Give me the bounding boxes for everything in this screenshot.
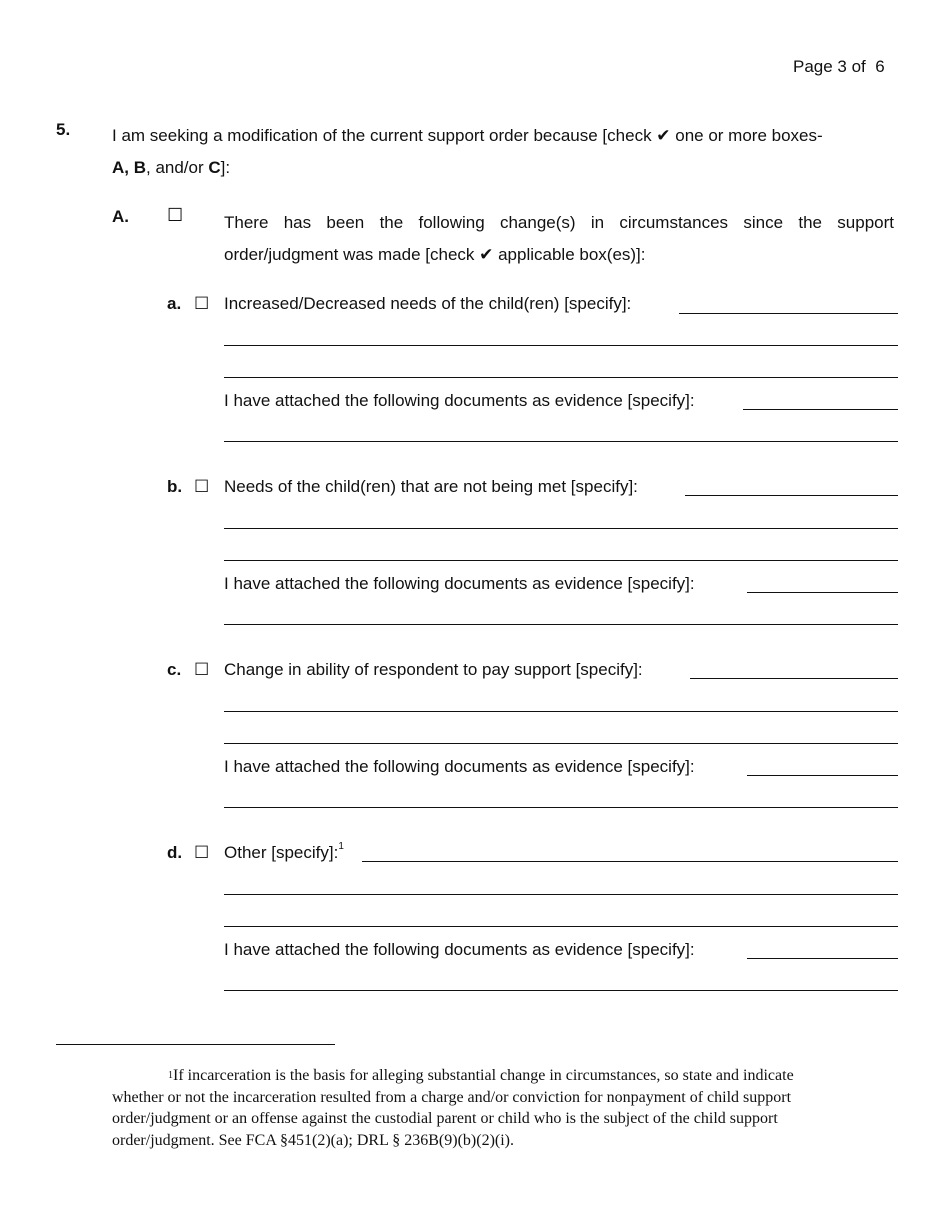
- footnote-text: If incarceration is the basis for alleging substantial change in circumstances, so state and indicate whether or not the incarceration resulted from a charge and/or conviction for nonpayment of child support order/judgment or an offense against the custodial parent or child who is the subject of the child support order/judgment. See FCA §451(2)(a); DRL § 236B(9)(b)(2)(i).: [112, 1067, 794, 1149]
- section-a-label: A.: [112, 207, 129, 226]
- item-b-evidence-line-2[interactable]: [224, 624, 898, 625]
- item-c-evidence-label: I have attached the following documents as evidence [specify]:: [224, 757, 695, 776]
- item-c-prompt: Change in ability of respondent to pay support [specify]:: [224, 660, 643, 679]
- item-c-checkbox[interactable]: ☐: [194, 660, 210, 679]
- intro-end: ]:: [220, 158, 231, 177]
- item-b-checkbox[interactable]: ☐: [194, 477, 210, 496]
- item-a-checkbox[interactable]: ☐: [194, 294, 210, 313]
- item-a-answer-line-3[interactable]: [224, 377, 898, 378]
- item-b-answer-line-1[interactable]: [685, 495, 898, 496]
- item-b-evidence-label: I have attached the following documents as evidence [specify]:: [224, 574, 695, 593]
- item-a-evidence-line-1[interactable]: [743, 409, 898, 410]
- item-a-answer-line-2[interactable]: [224, 345, 898, 346]
- item-a-letter: a.: [167, 294, 182, 313]
- item-d-evidence-line-1[interactable]: [747, 958, 898, 959]
- item-d-evidence-line-2[interactable]: [224, 990, 898, 991]
- item-d-answer-line-2[interactable]: [224, 894, 898, 895]
- item-a-evidence-label: I have attached the following documents as evidence [specify]:: [224, 391, 695, 410]
- item-number: 5.: [56, 120, 71, 139]
- item-b-letter: b.: [167, 477, 183, 496]
- footnote-separator: [56, 1044, 335, 1045]
- footnote-reference[interactable]: 1: [338, 841, 344, 852]
- item-d-answer-line-3[interactable]: [224, 926, 898, 927]
- item-c-evidence-line-1[interactable]: [747, 775, 898, 776]
- footnote: [112, 1065, 837, 1151]
- item-d-answer-line-1[interactable]: [362, 861, 898, 862]
- item-b-evidence-line-1[interactable]: [747, 592, 898, 593]
- item-c-answer-line-1[interactable]: [690, 678, 898, 679]
- item-a-prompt: Increased/Decreased needs of the child(ren) [specify]:: [224, 294, 632, 313]
- item-b-answer-line-3[interactable]: [224, 560, 898, 561]
- item-c-letter: c.: [167, 660, 182, 679]
- item-d-checkbox[interactable]: ☐: [194, 843, 210, 862]
- item-c-answer-line-3[interactable]: [224, 743, 898, 744]
- item-d-prompt-wrap: [224, 843, 344, 863]
- item-5-text: [112, 120, 894, 184]
- item-b-answer-line-2[interactable]: [224, 528, 898, 529]
- item-c-answer-line-2[interactable]: [224, 711, 898, 712]
- item-d-letter: d.: [167, 843, 183, 862]
- item-d-evidence-label: I have attached the following documents as evidence [specify]:: [224, 940, 695, 959]
- intro-bold-c: C: [208, 158, 221, 177]
- item-d-prompt: Other [specify]:: [224, 843, 339, 862]
- page-number: Page 3 of 6: [793, 57, 885, 76]
- section-a-checkbox[interactable]: ☐: [167, 205, 184, 225]
- item-c-evidence-line-2[interactable]: [224, 807, 898, 808]
- footnote-number: 1: [168, 1070, 173, 1081]
- intro-bold-ab: A, B: [112, 158, 146, 177]
- intro-text: I am seeking a modification of the current support order because [check ✔ one or more boxes-: [112, 126, 823, 145]
- section-a-text: There has been the following change(s) in circumstances since the support order/judgment was made [check ✔ applicable box(es)]:: [224, 213, 894, 264]
- item-b-prompt: Needs of the child(ren) that are not being met [specify]:: [224, 477, 638, 496]
- item-a-answer-line-1[interactable]: [679, 313, 898, 314]
- intro-andor: , and/or: [146, 158, 209, 177]
- item-a-evidence-line-2[interactable]: [224, 441, 898, 442]
